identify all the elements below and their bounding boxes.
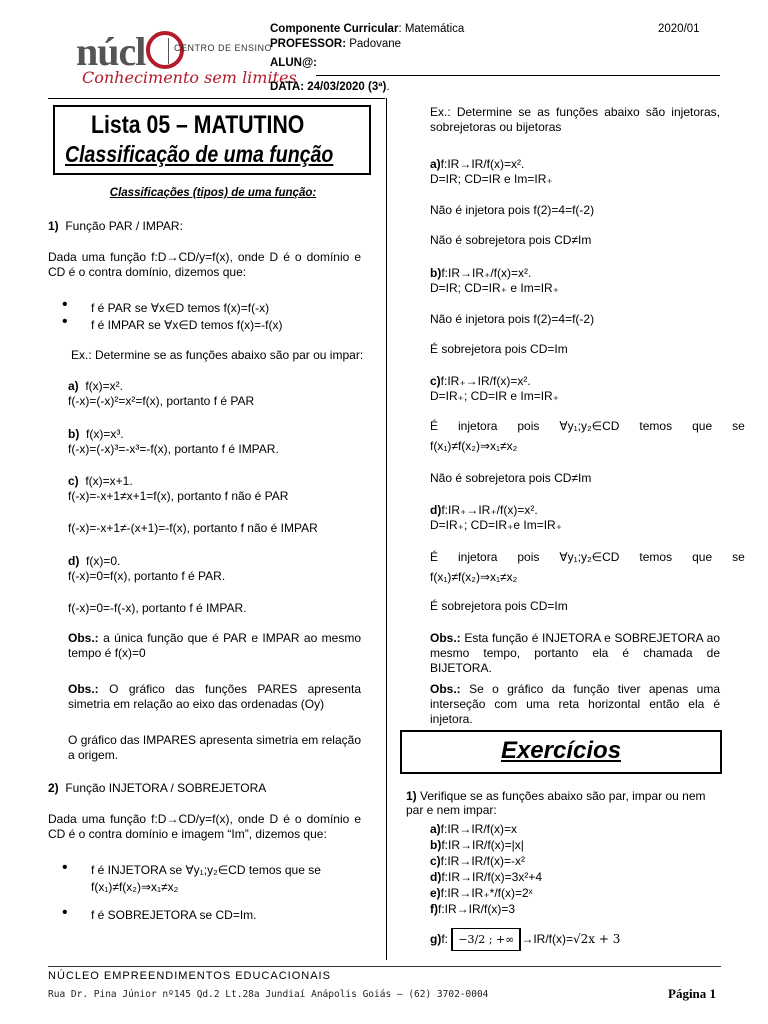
section2-heading: 2) Função INJETORA / SOBREJETORA — [48, 781, 267, 795]
logo-slogan: Conhecimento sem limites — [82, 68, 297, 87]
page-title: Lista 05 – MATUTINO — [91, 111, 305, 139]
componente-value: : Matemática — [398, 23, 465, 35]
left-top-rule — [48, 98, 385, 99]
q-e: e)f:IR→IR₊*/f(x)=2ˣ — [430, 886, 533, 900]
rex-b-sobrejetora: É sobrejetora pois CD=Im — [430, 342, 568, 356]
bullet-dot: • — [62, 313, 68, 330]
title-box — [53, 105, 371, 175]
header-aluno — [270, 57, 317, 69]
q-a: a)f:IR→IR/f(x)=x — [430, 822, 518, 836]
data-label: DATA: 24/03/2020 (3ª) — [270, 81, 387, 93]
professor-value: Padovane — [346, 38, 402, 50]
ex-b-result: f(-x)=(-x)³=-x³=-f(x), portanto f é IMPAR. — [68, 442, 279, 456]
rex-a-domain: D=IR; CD=IR e Im=IR₊ — [430, 172, 553, 186]
footer-company: NÚCLEO EMPREENDIMENTOS EDUCACIONAIS — [48, 970, 331, 982]
ex-d-result1: f(-x)=0=f(x), portanto f é PAR. — [68, 569, 226, 583]
rex-a-sobrejetora: Não é sobrejetora pois CD≠Im — [430, 233, 592, 247]
ex-c-result1: f(-x)=-x+1≠x+1=f(x), portanto f não é PAR — [68, 489, 289, 503]
rex-a: a)f:IR→IR/f(x)=x². — [430, 157, 525, 171]
example2-intro: Ex.: Determine se as funções abaixo são injetoras, sobrejetoras ou bijetoras — [430, 105, 720, 134]
obs-grafico-impares: O gráfico das IMPARES apresenta simetria em relação a origem. — [68, 733, 361, 762]
componente-label: Componente Curricular — [270, 23, 399, 35]
rex-b-domain: D=IR; CD=IR₊ e Im=IR₊ — [430, 281, 560, 295]
sqrt-expression: √2x + 3 — [573, 932, 621, 946]
rex-b: b)f:IR→IR₊/f(x)=x². — [430, 266, 532, 280]
bullet-par: f é PAR se ∀x∈D temos f(x)=f(-x) — [91, 301, 270, 315]
example1-intro: Ex.: Determine se as funções abaixo são par ou impar: — [71, 348, 364, 362]
q-d: d)f:IR→IR/f(x)=3x²+4 — [430, 870, 543, 884]
q-f: f)f:IR→IR/f(x)=3 — [430, 902, 516, 916]
rex-b-injetora: Não é injetora pois f(2)=4=f(-2) — [430, 312, 595, 326]
exercicios-box — [400, 730, 722, 774]
header-professor — [270, 38, 401, 50]
rex-a-injetora: Não é injetora pois f(2)=4=f(-2) — [430, 203, 595, 217]
professor-label: PROFESSOR: — [270, 38, 347, 50]
ex-d: d) f(x)=0. — [68, 554, 121, 568]
obs-reta-horizontal: Obs.: Se o gráfico da função tiver apenas uma interseção com uma reta horizontal então ela é injetora. — [430, 682, 720, 726]
section1-heading: 1) Função PAR / IMPAR: — [48, 219, 183, 233]
section2-intro: Dada uma função f:D→CD/y=f(x), onde D é o domínio e CD é o contra domínio e imagem “Im”, dizemos que: — [48, 812, 361, 841]
aluno-label: ALUN@: — [270, 57, 317, 69]
logo-separator — [168, 38, 169, 64]
ex-c-result2: f(-x)=-x+1≠-(x+1)=-f(x), portanto f não é IMPAR — [68, 521, 318, 535]
bullet-dot: • — [62, 904, 68, 921]
rex-d-domain: D=IR₊; CD=IR₊e Im=IR₊ — [430, 518, 563, 532]
bullet-injetora-cond: f(x₁)≠f(x₂)⇒x₁≠x₂ — [91, 880, 179, 894]
rex-c-injetora: É injetora pois ∀y₁;y₂∈CD temos que se — [430, 419, 745, 433]
bullet-dot: • — [62, 859, 68, 876]
logo-center-text: CENTRO DE ENSINO — [174, 43, 273, 53]
rex-d-sobrejetora: É sobrejetora pois CD=Im — [430, 599, 568, 613]
ex-a: a) f(x)=x². — [68, 379, 124, 393]
bullet-dot: • — [62, 296, 68, 313]
header-componente — [270, 23, 464, 35]
ex-c: c) f(x)=x+1. — [68, 474, 133, 488]
page-subtitle: Classificação de uma função — [65, 141, 334, 167]
bullet-injetora: f é INJETORA se ∀y₁;y₂∈CD temos que se — [91, 863, 321, 877]
q-b: b)f:IR→IR/f(x)=|x| — [430, 838, 524, 852]
footer-rule — [48, 966, 721, 967]
obs-bijetora: Obs.: Esta função é INJETORA e SOBREJETORA ao mesmo tempo, portanto ela é chamada de BIJETORA. — [430, 631, 720, 675]
bullet-impar: f é IMPAR se ∀x∈D temos f(x)=-f(x) — [91, 318, 283, 332]
ex-b: b) f(x)=x³. — [68, 427, 124, 441]
bullet-sobrejetora: f é SOBREJETORA se CD=Im. — [91, 908, 257, 922]
header-year: 2020/01 — [658, 23, 700, 35]
logo-brand: núcl — [76, 29, 146, 74]
domain-interval: −3/2 ; +∞ — [451, 928, 521, 951]
obs-par-impar: Obs.: a única função que é PAR e IMPAR ao mesmo tempo é f(x)=0 — [68, 631, 361, 660]
aluno-line — [316, 75, 720, 76]
rex-c-sobrejetora: Não é sobrejetora pois CD≠Im — [430, 471, 592, 485]
rex-d-injetora-cond: f(x₁)≠f(x₂)⇒x₁≠x₂ — [430, 570, 518, 584]
classification-subtitle: Classificações (tipos) de uma função: — [109, 187, 317, 199]
rex-c-injetora-cond: f(x₁)≠f(x₂)⇒x₁≠x₂ — [430, 439, 518, 453]
exercise1-prompt: 1) Verifique se as funções abaixo são par, impar ou nem par e nem impar: — [406, 789, 706, 817]
rex-d: d)f:IR₊→IR₊/f(x)=x². — [430, 503, 538, 517]
page-number: Página 1 — [668, 986, 717, 1001]
ex-d-result2: f(-x)=0=-f(-x), portanto f é IMPAR. — [68, 601, 247, 615]
header-data: DATA: 24/03/2020 (3ª). — [270, 81, 390, 93]
section1-intro: Dada uma função f:D→CD/y=f(x), onde D é o domínio e CD é o contra domínio, dizemos que: — [48, 250, 361, 279]
rex-c: c)f:IR₊→IR/f(x)=x². — [430, 374, 531, 388]
rex-d-injetora: É injetora pois ∀y₁;y₂∈CD temos que se — [430, 550, 745, 564]
obs-grafico-pares: Obs.: O gráfico das funções PARES apresenta simetria em relação ao eixo das ordenadas (Oy) — [68, 682, 361, 711]
ex-a-result: f(-x)=(-x)²=x²=f(x), portanto f é PAR — [68, 394, 255, 408]
q-c: c)f:IR→IR/f(x)=-x² — [430, 854, 525, 868]
footer-address: Rua Dr. Pina Júnior nº145 Qd.2 Lt.28a Jundiaí Anápolis Goiás – (62) 3702-0004 — [48, 989, 489, 1000]
column-divider — [386, 98, 387, 960]
exercicios-title: Exercícios — [500, 737, 622, 764]
rex-c-domain: D=IR₊; CD=IR e Im=IR₊ — [430, 389, 560, 403]
q-g: g)f: −3/2 ; +∞ →IR/f(x)=√2x + 3 — [430, 928, 620, 951]
